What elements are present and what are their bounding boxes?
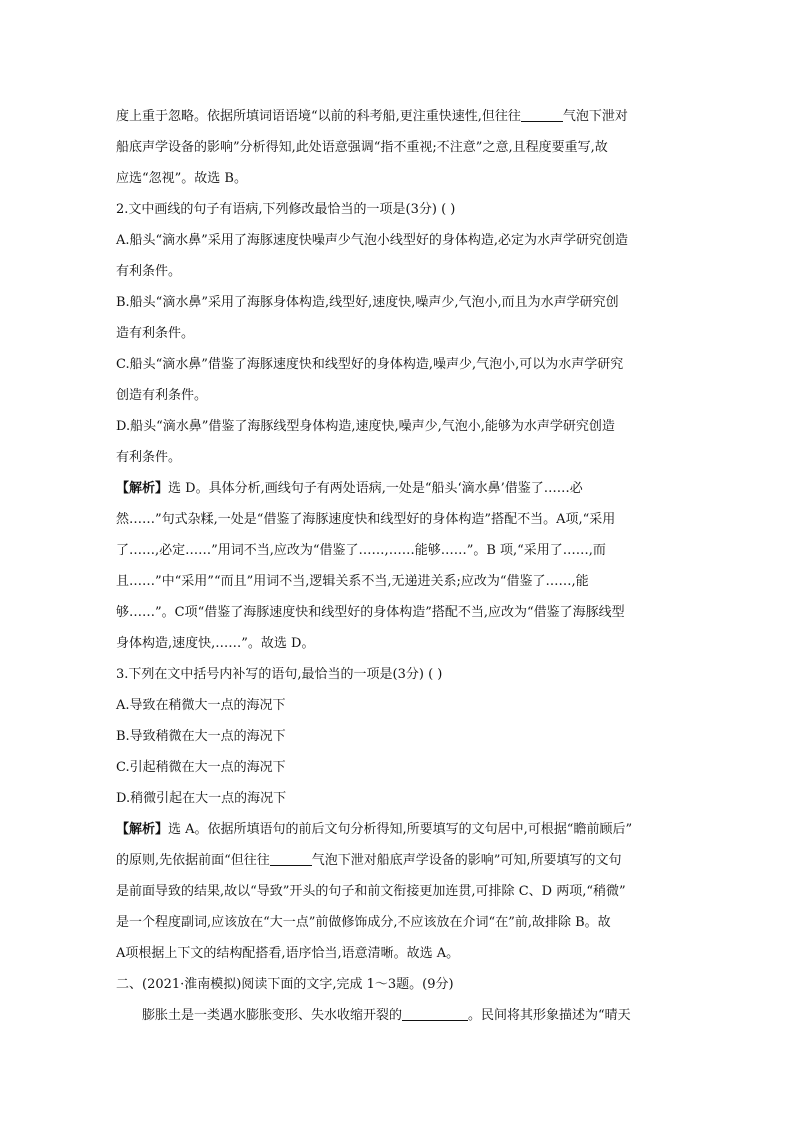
line-text: B.船头“滴水鼻”采用了海豚身体构造,线型好,速度快,噪声少,气泡小,而且为水声学研究创 [116,295,619,310]
text-line [116,659,686,690]
line-text: A.船头“滴水鼻”采用了海豚速度快噪声少气泡小线型好的身体构造,必定为水声学研究创造 [116,233,628,248]
line-text: B.导致稍微在大一点的海况下 [116,729,286,744]
text-line [116,969,686,1000]
line-text: 应选“忽视”。故选 B。 [116,171,247,186]
fill-in-blank [402,1006,468,1021]
line-text: 够……”。C项“借鉴了海豚速度快和线型好的身体构造”搭配不当,应改为“借鉴了海豚线型 [116,605,625,620]
text-line [116,256,686,287]
text-line [116,1000,686,1031]
text-line [116,380,686,411]
text-line [116,411,686,442]
line-text: 是一个程度副词,应该放在“大一点”前做修饰成分,不应该放在介词“在”前,故排除 B。故 [116,915,611,930]
analysis-tag: 【解析】 [116,822,169,837]
line-text: D.稍微引起在大一点的海况下 [116,791,287,806]
text-line [116,597,686,628]
line-text: 2.文中画线的句子有语病,下列修改最恰当的一项是(3分) ( ) [116,202,456,217]
fill-in-blank [521,107,563,122]
text-line [116,845,686,876]
line-text: 的原则,先依据前面“但往往 [116,853,270,868]
line-text: 身体构造,速度快,……”。故选 D。 [116,636,315,651]
line-text: 气泡下泄对 [562,109,628,124]
text-line [116,504,686,535]
line-text: 创造有利条件。 [116,388,208,403]
text-line [116,101,686,132]
line-text: 3.下列在文中括号内补写的语句,最恰当的一项是(3分) ( ) [116,667,443,682]
line-text: A项根据上下文的结构配搭看,语序恰当,语意清晰。故选 A。 [116,946,460,961]
text-line [116,938,686,969]
line-text: 且……”中“采用”“而且”用词不当,逻辑关系不当,无递进关系;应改为“借鉴了……,能 [116,574,589,589]
text-line [116,690,686,721]
line-text: A.导致在稍微大一点的海况下 [116,698,286,713]
line-text: 选 A。依据所填语句的前后文句分析得知,所要填写的文句居中,可根据“瞻前顾后” [168,822,633,837]
document-body [116,101,686,1031]
line-text: 是前面导致的结果,故以“导致”开头的句子和前文衔接更加连贯,可排除 C、D 两项,“稍微” [116,884,626,899]
text-line [116,814,686,845]
text-line [116,628,686,659]
text-line [116,318,686,349]
text-line [116,225,686,256]
text-line [116,194,686,225]
text-line [116,907,686,938]
line-text: 二、(2021·淮南模拟)阅读下面的文字,完成 1～3题。(9分) [116,977,454,992]
text-line [116,752,686,783]
fill-in-blank [270,851,312,866]
text-line [116,442,686,473]
analysis-tag: 【解析】 [116,481,169,496]
line-text: D.船头“滴水鼻”借鉴了海豚线型身体构造,速度快,噪声少,气泡小,能够为水声学研究创造 [116,419,615,434]
text-line [116,783,686,814]
line-text: C.船头“滴水鼻”借鉴了海豚速度快和线型好的身体构造,噪声少,气泡小,可以为水声学研究 [116,357,624,372]
line-text: 造有利条件。 [116,326,195,341]
text-line [116,721,686,752]
line-text: 然……”句式杂糅,一处是“借鉴了海豚速度快和线型好的身体构造”搭配不当。A项,“采用 [116,512,616,527]
line-text: 气泡下泄对船底声学设备的影响”可知,所要填写的文句 [311,853,622,868]
line-text: 度上重于忽略。依据所填词语语境“以前的科考船,更注重快速性,但往往 [116,109,521,124]
line-text: 。民间将其形象描述为“晴天 [468,1008,631,1023]
line-text: 选 D。具体分析,画线句子有两处语病,一处是“船头‘滴水鼻’借鉴了……必 [168,481,583,496]
line-text: 船底声学设备的影响”分析得知,此处语意强调“指不重视;不注意”之意,且程度要重写,故 [116,140,608,155]
line-text: 有利条件。 [116,264,182,279]
line-text: 膨胀土是一类遇水膨胀变形、失水收缩开裂的 [142,1008,403,1023]
text-line [116,566,686,597]
text-line [116,287,686,318]
line-text: 了……,必定……”用词不当,应改为“借鉴了……,……能够……”。B 项,“采用了……,而 [116,543,606,558]
text-line [116,535,686,566]
text-line [116,473,686,504]
text-line [116,876,686,907]
text-line [116,132,686,163]
text-line [116,349,686,380]
text-line [116,163,686,194]
line-text: 有利条件。 [116,450,182,465]
line-text: C.引起稍微在大一点的海况下 [116,760,286,775]
